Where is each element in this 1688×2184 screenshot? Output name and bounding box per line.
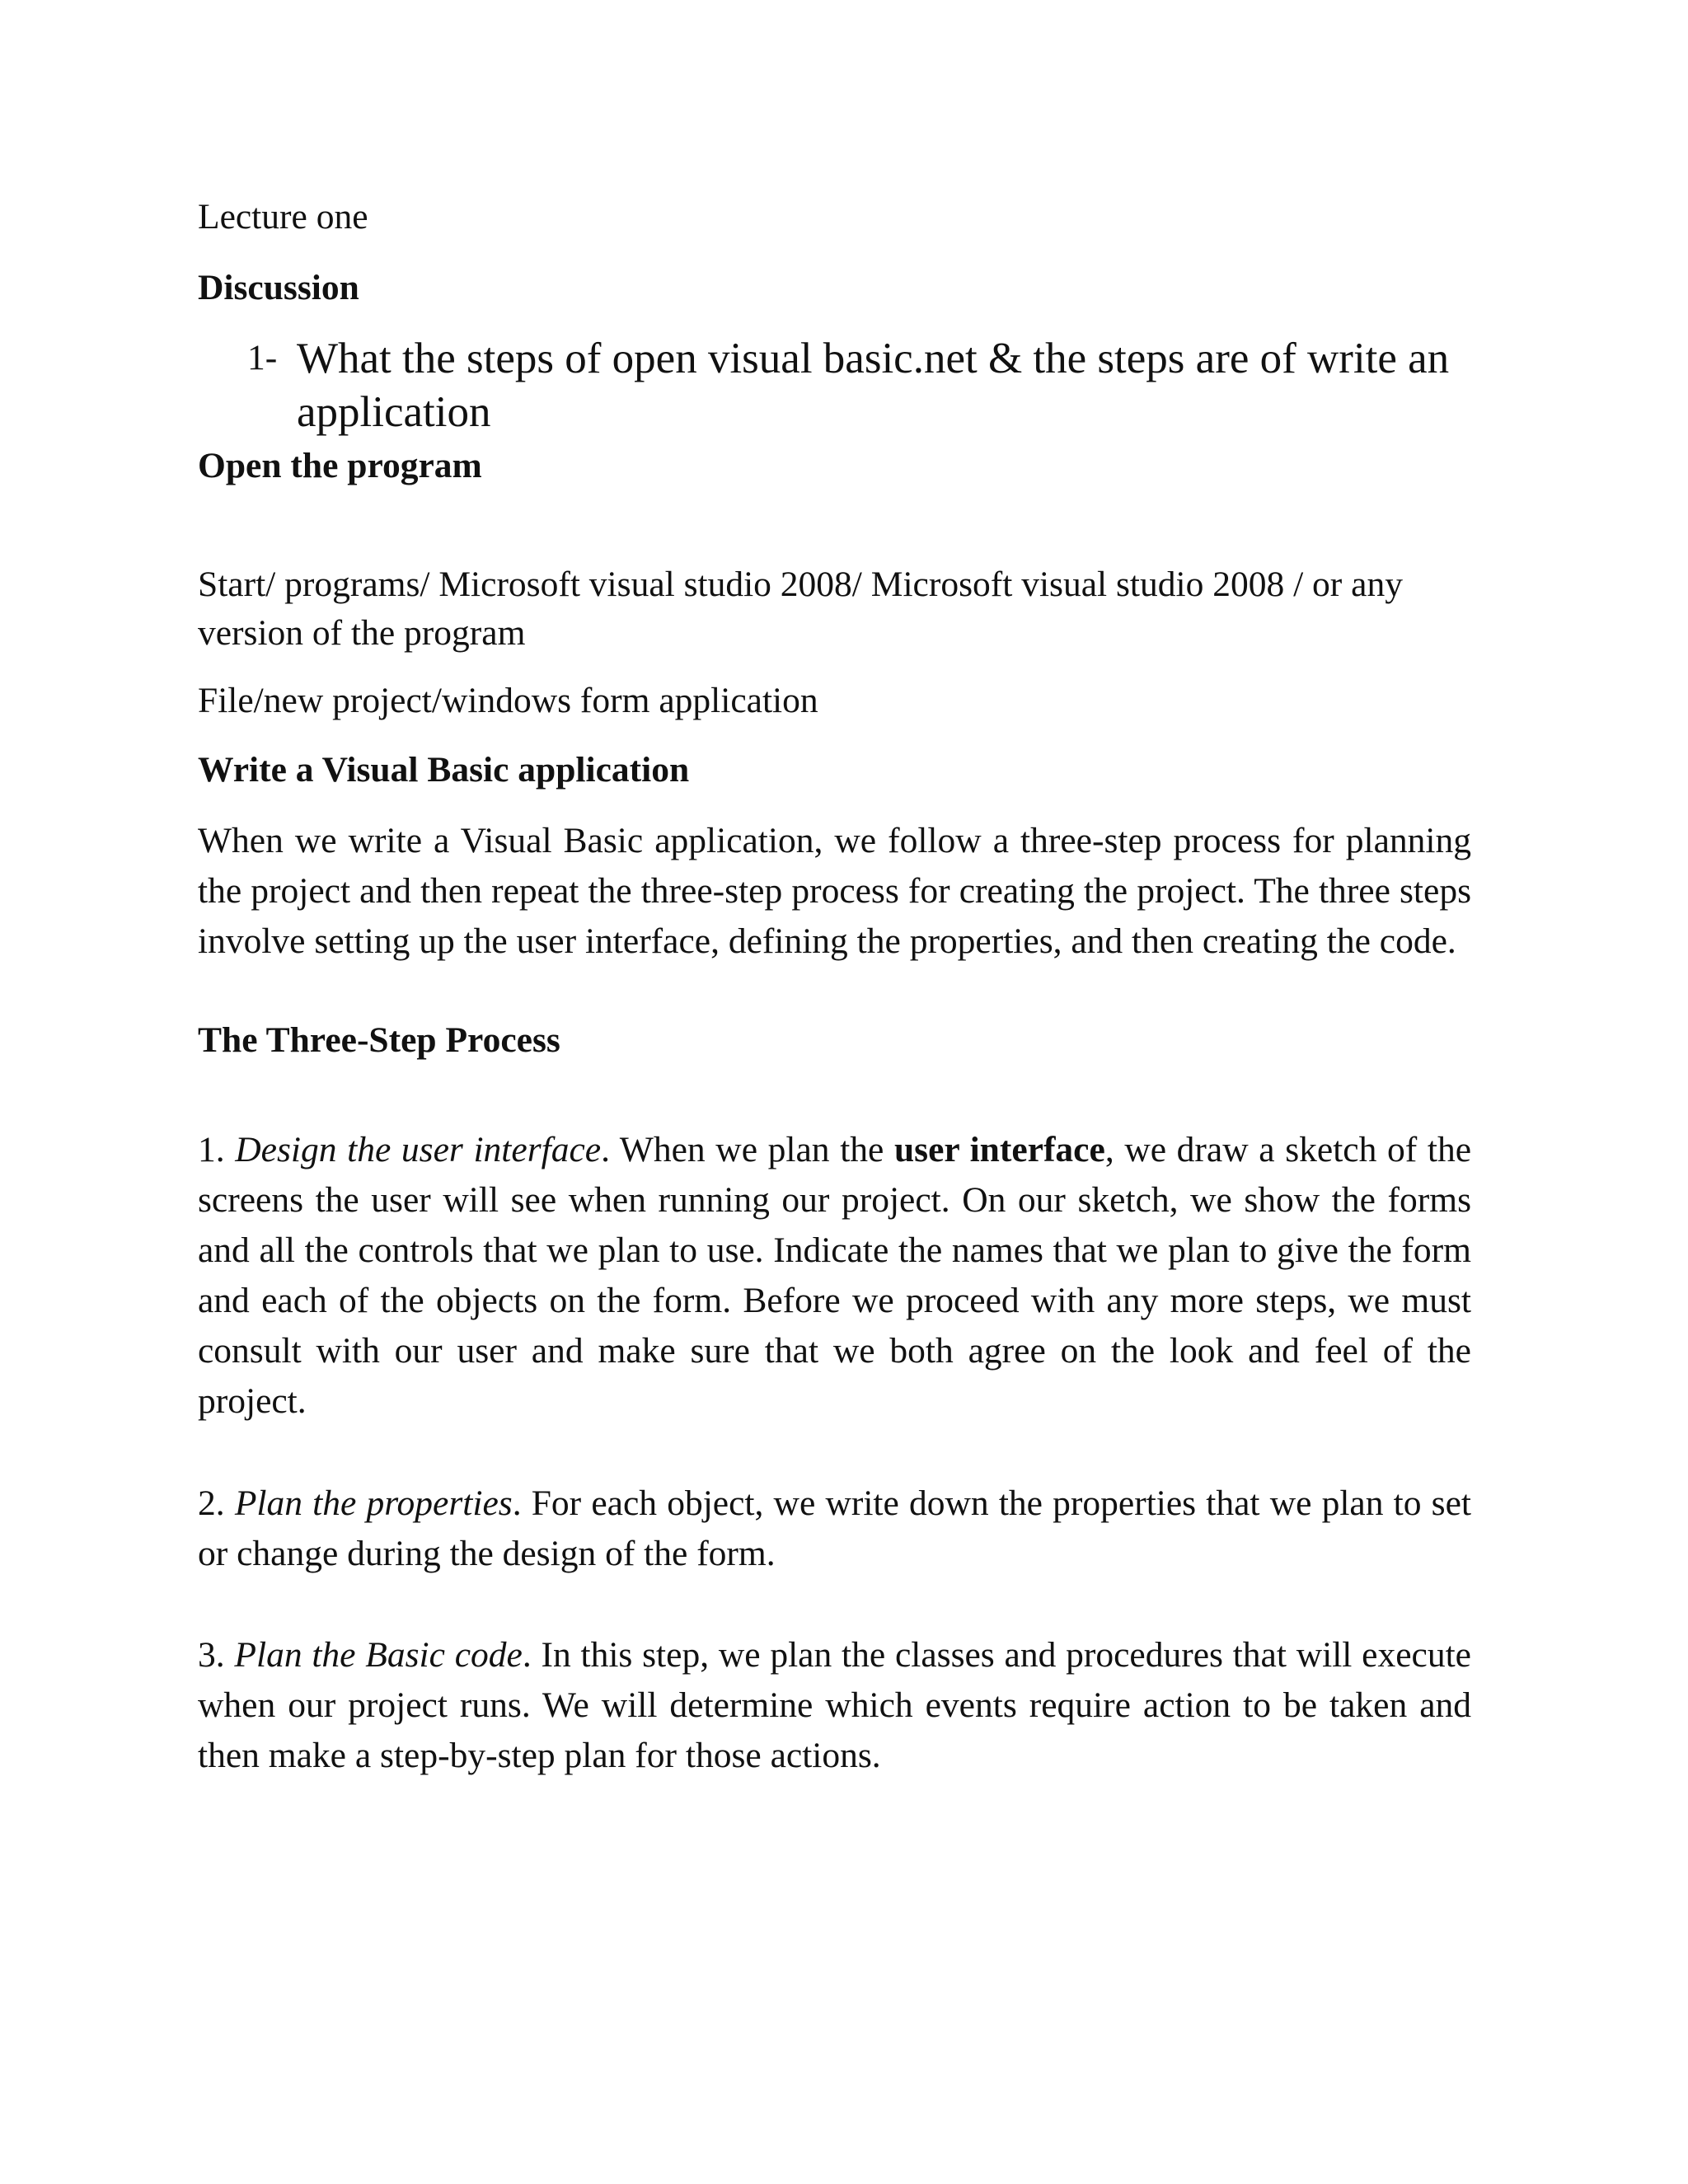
question-text: What the steps of open visual basic.net & the steps are of write an application bbox=[297, 335, 1450, 436]
write-app-paragraph: When we write a Visual Basic application, we follow a three-step process for planning the project and then repeat the three-step process for creating the project. The three steps involve setting up the user interface, defining the properties, and then creating the code. bbox=[198, 821, 1471, 961]
step-2-paragraph bbox=[198, 1479, 1471, 1579]
step-1-text-a: . When we plan the bbox=[601, 1130, 894, 1169]
three-step-heading: The Three-Step Process bbox=[198, 1020, 560, 1060]
step-3-title: Plan the Basic code bbox=[234, 1635, 523, 1675]
step-3-paragraph bbox=[198, 1630, 1471, 1781]
step-2-number: 2. bbox=[198, 1483, 235, 1523]
step-2-title: Plan the properties bbox=[234, 1483, 513, 1523]
file-path-text: File/new project/windows form application bbox=[198, 681, 818, 720]
step-1-bold-term: user interface bbox=[893, 1130, 1105, 1169]
step-1-text-b: , we draw a sketch of the screens the user will see when running our project. On our sketch, we show the forms and all the controls that we plan to use. Indicate the names that we plan to give the form and each of the objects on the form. Before we proceed with any more steps, we must consult with our user and make sure that we both agree on the look and feel of the project. bbox=[198, 1130, 1472, 1421]
question-number: 1- bbox=[247, 338, 278, 377]
step-1-paragraph bbox=[198, 1125, 1471, 1427]
open-program-heading: Open the program bbox=[198, 446, 482, 485]
start-path-text: Start/ programs/ Microsoft visual studio 2008/ Microsoft visual studio 2008 / or any version of the program bbox=[198, 565, 1403, 653]
step-3-number: 3. bbox=[198, 1635, 235, 1675]
document-page bbox=[198, 0, 1471, 2184]
step-1-number: 1. bbox=[198, 1130, 236, 1169]
lecture-label: Lecture one bbox=[198, 197, 368, 237]
step-3-text-a: . In this step, we plan the classes and procedures that will execute when our project runs. We will determine which events require action to be taken and then make a step-by-step plan for those actions. bbox=[198, 1635, 1471, 1775]
write-app-heading: Write a Visual Basic application bbox=[198, 750, 690, 790]
discussion-heading: Discussion bbox=[198, 268, 359, 307]
step-1-title: Design the user interface bbox=[235, 1130, 602, 1169]
step-2-text-a: . For each object, we write down the properties that we plan to set or change during the design of the form. bbox=[198, 1483, 1472, 1573]
